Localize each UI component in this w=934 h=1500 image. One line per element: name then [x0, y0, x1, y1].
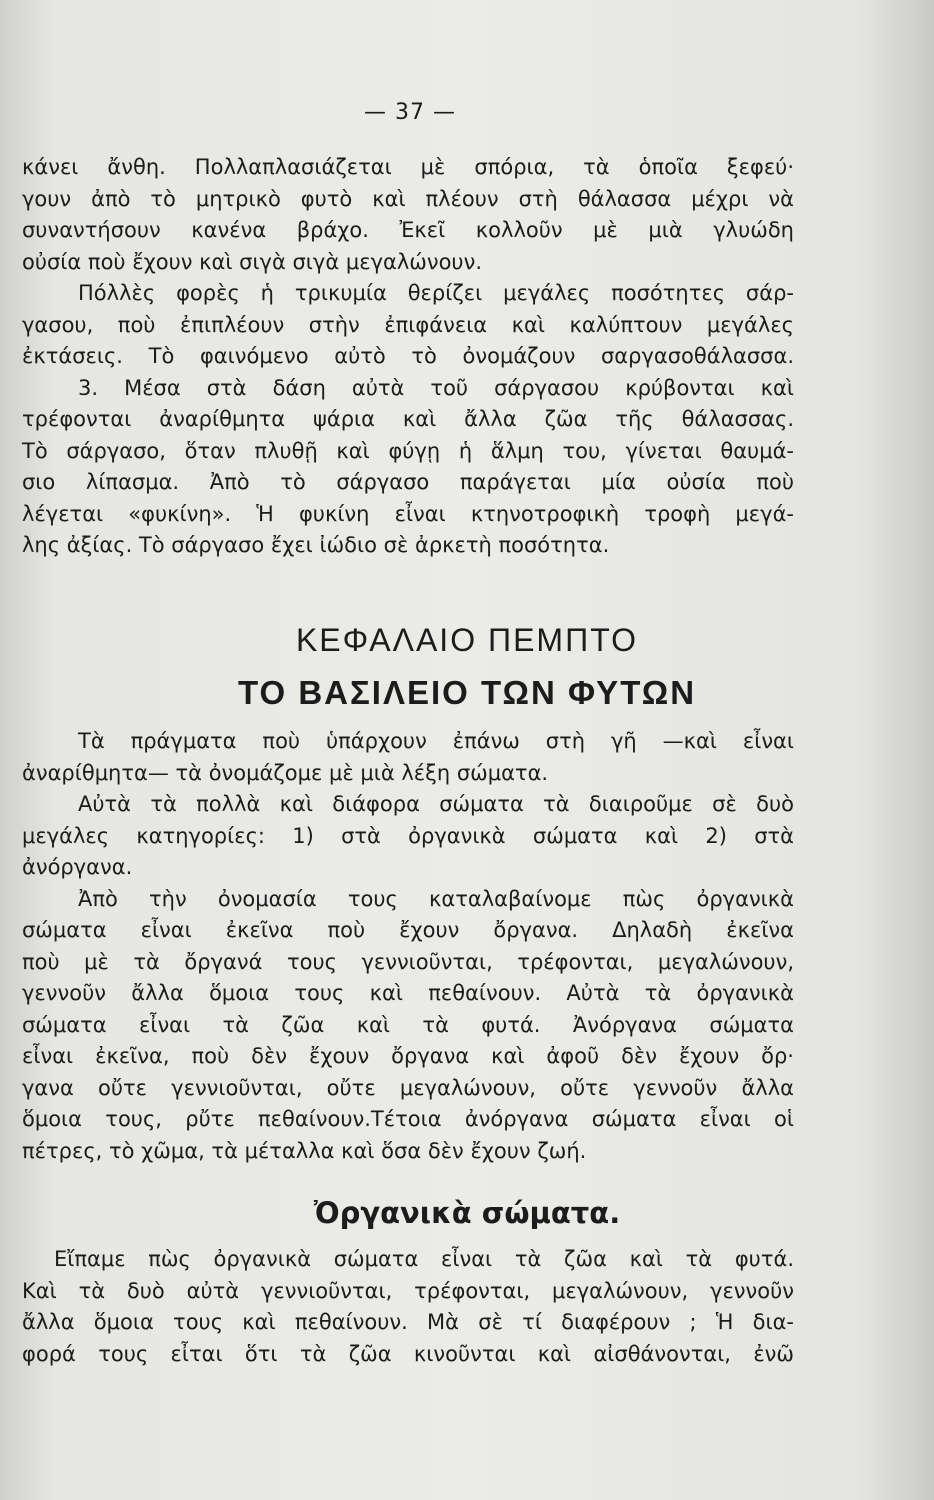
- text-line: ἄλλα ὅμοια τους καὶ πεθαίνουν. Μὰ σὲ τί διαφέρουν ; Ἡ δια-: [22, 1310, 794, 1334]
- chapter-label: ΚΕΦΑΛΑΙΟ ΠΕΜΠΤΟ: [295, 622, 639, 658]
- text-line: Αὐτὰ τὰ πολλὰ καὶ διάφορα σώματα τὰ διαιροῦμε σὲ δυὸ: [78, 792, 794, 816]
- text-line: ἀνόργανα.: [22, 855, 133, 879]
- text-line: πέτρες, τὸ χῶμα, τὰ μέταλλα καὶ ὅσα δὲν ἔχουν ζωή.: [22, 1138, 587, 1163]
- text-line: γουν ἀπὸ τὸ μητρικὸ φυτὸ καὶ πλέουν στὴ θάλασσα μέχρι νὰ: [22, 186, 794, 211]
- text-line: γανα οὔτε γεννιοῦνται, οὔτε μεγαλώνουν, οὔτε γεννοῦν ἄλλα: [22, 1075, 794, 1100]
- chapter-title: ΤΟ ΒΑΣΙΛΕΙΟ ΤΩΝ ΦΥΤΩΝ: [237, 674, 697, 711]
- text-line: ἀναρίθμητα— τὰ ὀνομάζομε μὲ μιὰ λέξη σώματα.: [22, 760, 549, 785]
- page-number: — 37 —: [364, 100, 456, 125]
- text-line: τρέφονται ἀναρίθμητα ψάρια καὶ ἄλλα ζῶα τῆς θάλασσας.: [22, 407, 794, 431]
- text-line: ἐκτάσεις. Τὸ φαινόμενο αὐτὸ τὸ ὀνομάζουν σαργασοθάλασσα.: [22, 344, 794, 368]
- text-line: Πόλλὲς φορὲς ἡ τρικυμία θερίζει μεγάλες ποσότητες σάρ-: [78, 281, 794, 305]
- text-line: γεννοῦν ἄλλα ὅμοια τους καὶ πεθαίνουν. Αὐτὰ τὰ ὀργανικὰ: [22, 981, 794, 1005]
- text-line: Τὰ πράγματα ποὺ ὑπάρχουν ἐπάνω στὴ γῆ —καὶ εἶναι: [78, 729, 794, 753]
- text-line: φορά τους εἶται ὅτι τὰ ζῶα κινοῦνται καὶ αἰσθάνονται, ἐνῶ: [22, 1341, 794, 1366]
- text-line: Εἴπαμε πὼς ὀργανικὰ σώματα εἶναι τὰ ζῶα καὶ τὰ φυτά.: [54, 1247, 794, 1271]
- paragraph-block-organic: [22, 1244, 794, 1370]
- paragraph-block-seaweed: [22, 152, 794, 562]
- text-line: Τὸ σάργασο, ὅταν πλυθῇ καὶ φύγῃ ἡ ἅλμη του, γίνεται θαυμά-: [22, 438, 794, 463]
- text-line: συναντήσουν κανένα βράχο. Ἐκεῖ κολλοῦν μὲ μιὰ γλυώδη: [22, 218, 794, 242]
- text-line: 3. Μέσα στὰ δάση αὐτὰ τοῦ σάργασου κρύβονται καὶ: [78, 375, 794, 400]
- text-line: ποὺ μὲ τὰ ὄργανά τους γεννιοῦνται, τρέφονται, μεγαλώνουν,: [22, 949, 794, 974]
- text-line: ὅμοια τους, ρὔτε πεθαίνουν.Τέτοια ἀνόργανα σώματα εἶναι οἱ: [22, 1107, 794, 1131]
- text-line: Καὶ τὰ δυὸ αὐτὰ γεννιοῦνται, τρέφονται, μεγαλώνουν, γεννοῦν: [22, 1278, 794, 1303]
- text-line: σιο λίπασμα. Ἀπὸ τὸ σάργασο παράγεται μία οὐσία ποὺ: [22, 470, 794, 494]
- text-line: κάνει ἄνθη. Πολλαπλασιάζεται μὲ σπόρια, τὰ ὁποῖα ξεφεύ·: [22, 155, 794, 179]
- text-line: Ἀπὸ τὴν ὀνομασία τους καταλαβαίνομε πὼς ὀργανικὰ: [78, 886, 794, 911]
- text-line: οὐσία ποὺ ἔχουν καὶ σιγὰ σιγὰ μεγαλώνουν.: [22, 249, 482, 274]
- text-line: λης ἀξίας. Τὸ σάργασο ἔχει ἰώδιο σὲ ἀρκετὴ ποσότητα.: [22, 533, 610, 557]
- text-line: σώματα εἶναι τὰ ζῶα καὶ τὰ φυτά. Ἀνόργανα σώματα: [22, 1012, 794, 1037]
- text-line: μεγάλες κατηγορίες: 1) στὰ ὀργανικὰ σώματα καὶ 2) στὰ: [22, 823, 794, 848]
- section-subheading: Ὀργανικὰ σώματα.: [313, 1196, 621, 1230]
- text-line: γασου, ποὺ ἐπιπλέουν στὴν ἐπιφάνεια καὶ καλύπτουν μεγάλες: [22, 312, 794, 337]
- text-line: λέγεται «φυκίνη». Ἡ φυκίνη εἶναι κτηνοτροφικὴ τροφὴ μεγά-: [22, 501, 794, 526]
- paragraph-block-bodies: [22, 726, 794, 1167]
- text-line: εἶναι ἐκεῖνα, ποὺ δὲν ἔχουν ὄργανα καὶ ἀφοῦ δὲν ἔχουν ὄρ·: [22, 1044, 794, 1068]
- text-line: σώματα εἶναι ἐκεῖνα ποὺ ἔχουν ὄργανα. Δηλαδὴ ἐκεῖνα: [22, 918, 794, 942]
